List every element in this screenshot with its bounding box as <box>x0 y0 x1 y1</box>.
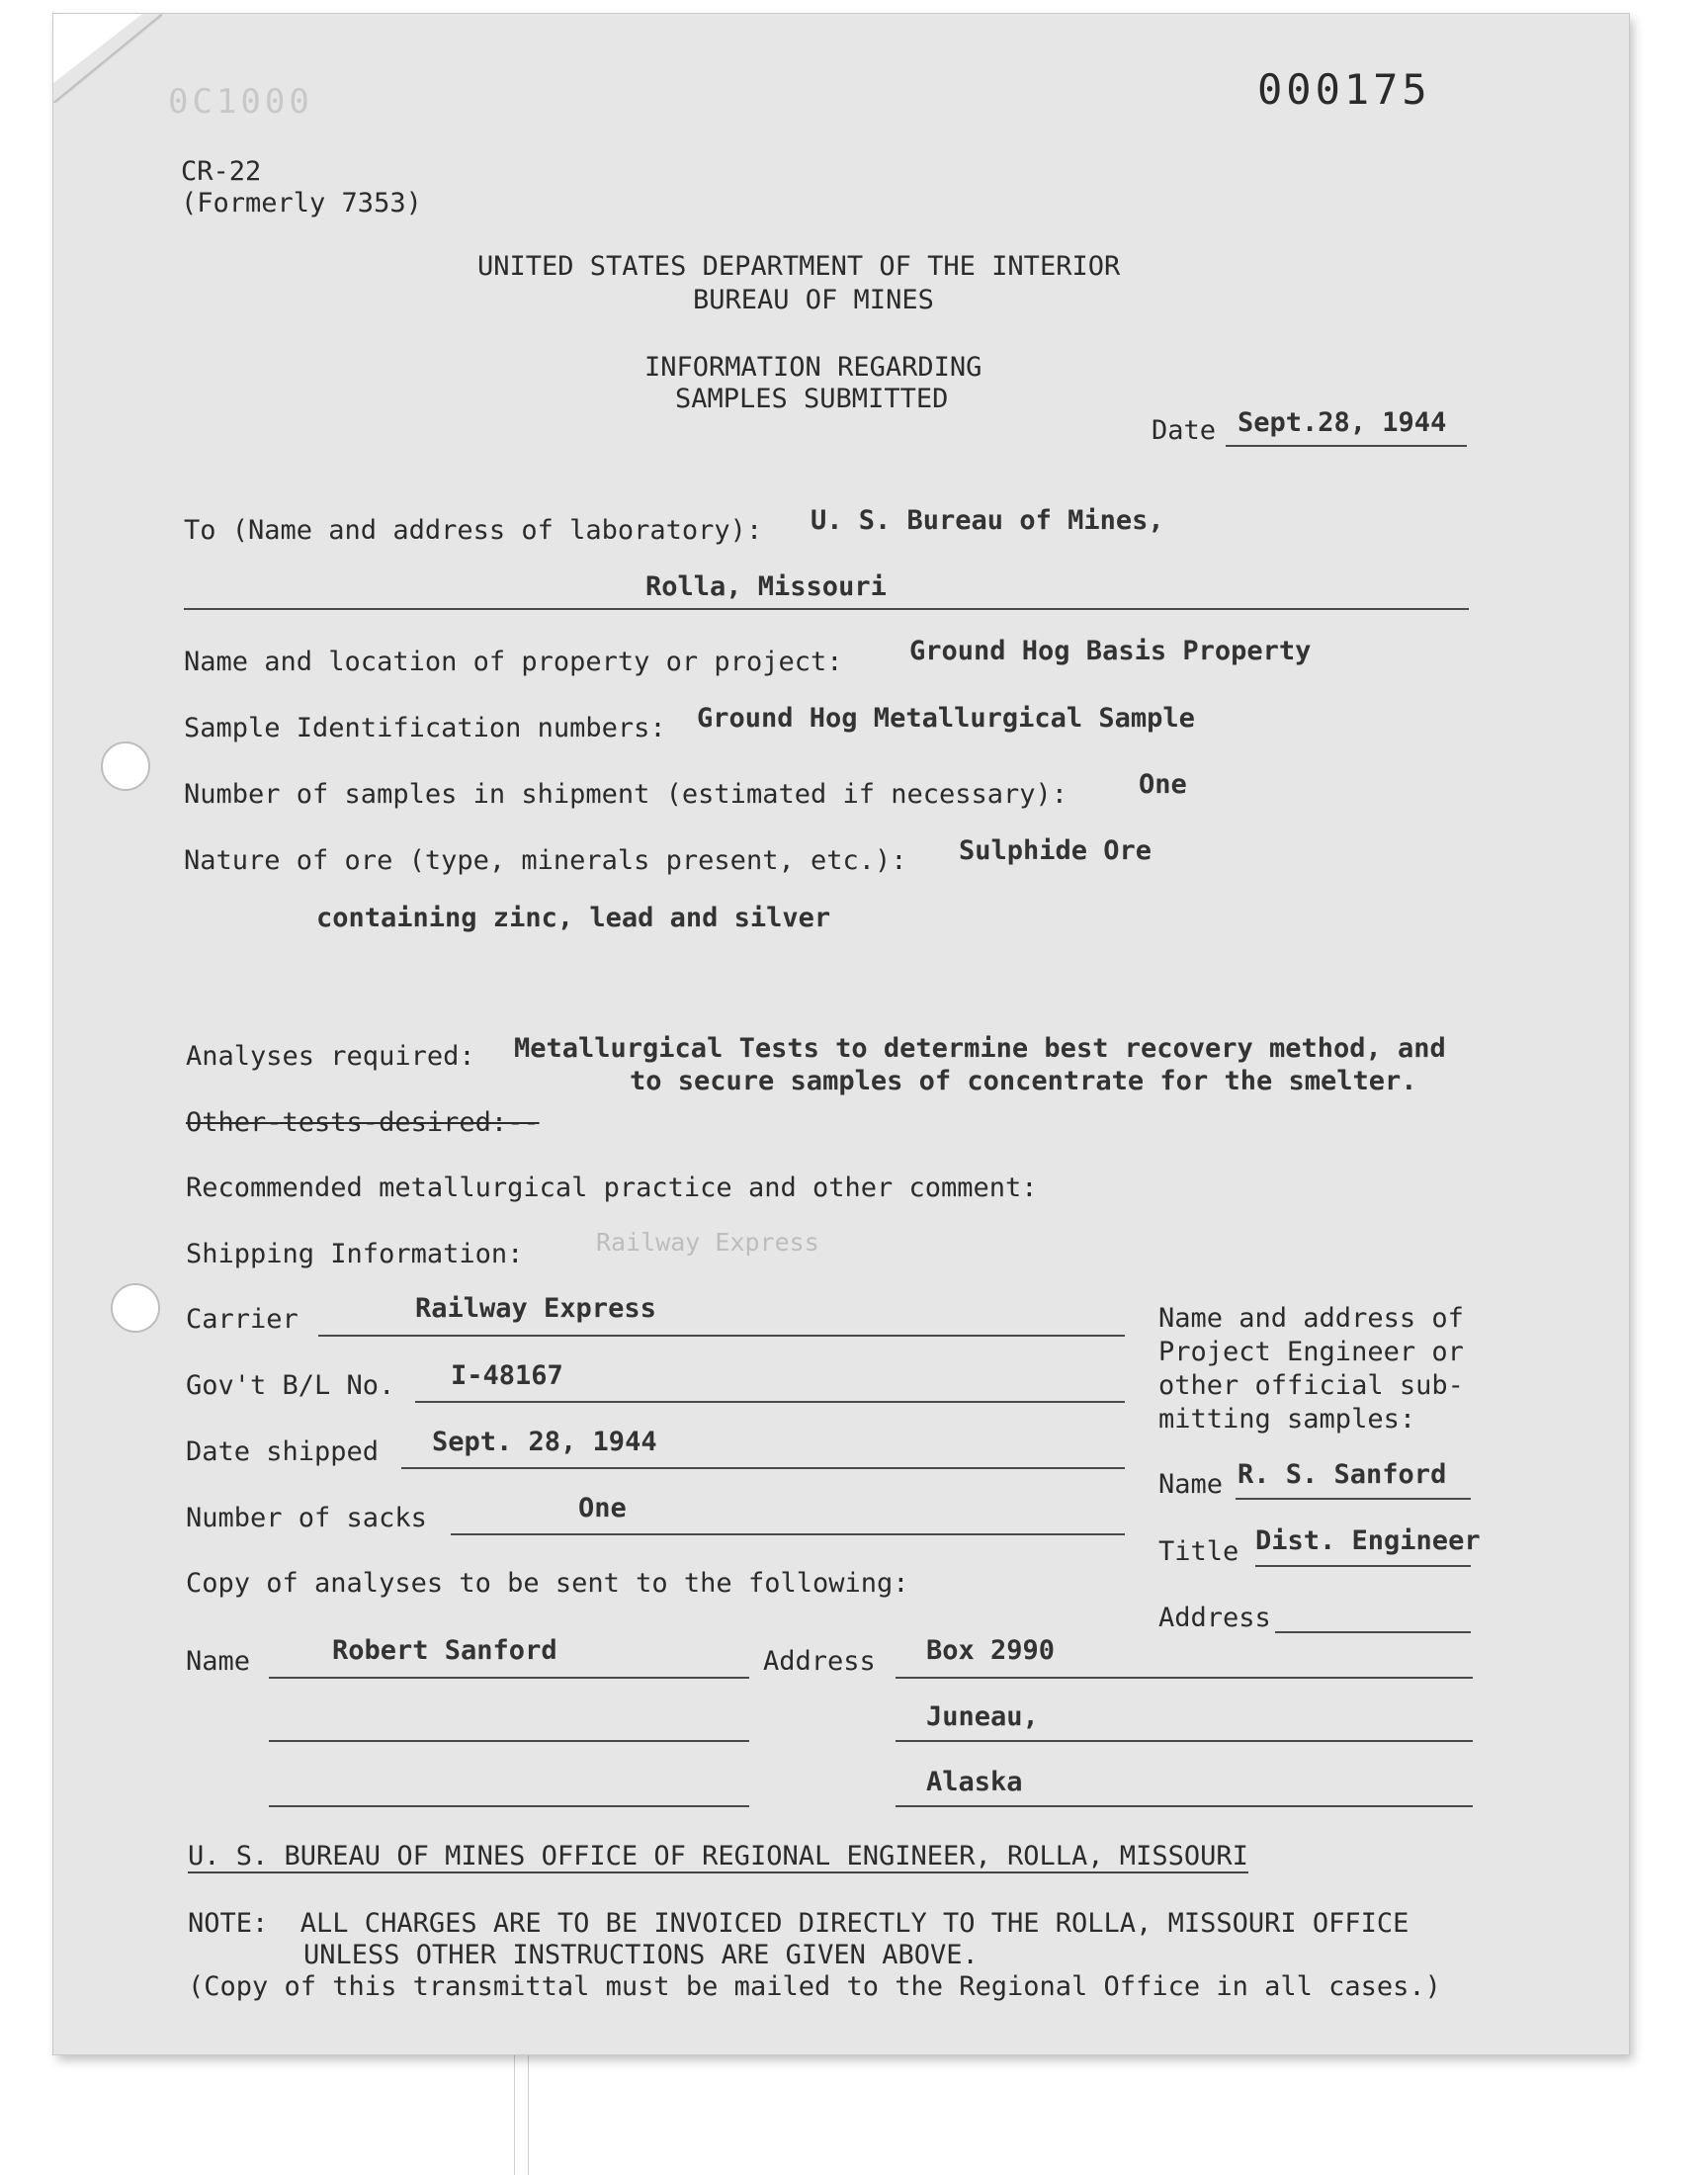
analyses-value-line2: to secure samples of concentrate for the smelter. <box>630 1066 1417 1096</box>
ore-value-line2: containing zinc, lead and silver <box>316 903 831 933</box>
folded-corner-crease <box>53 14 162 103</box>
copy-name-underline <box>269 1677 749 1679</box>
bl-label: Gov't B/L No. <box>186 1370 395 1401</box>
scan-edge-mark <box>528 2054 529 2175</box>
copy-address-line2: Juneau, <box>926 1701 1039 1732</box>
engineer-name-underline <box>1236 1498 1471 1500</box>
sacks-label: Number of sacks <box>186 1503 427 1533</box>
date-shipped-value: Sept. 28, 1944 <box>432 1427 657 1457</box>
engineer-address-underline <box>1275 1631 1471 1633</box>
bl-value: I-48167 <box>451 1360 563 1391</box>
note-line2: UNLESS OTHER INSTRUCTIONS ARE GIVEN ABOVE. <box>303 1940 979 1970</box>
laboratory-line2: Rolla, Missouri <box>645 571 887 602</box>
ore-label: Nature of ore (type, minerals present, etc.): <box>184 845 907 876</box>
property-label: Name and location of property or project: <box>184 647 843 677</box>
punch-hole <box>101 741 150 791</box>
copy-address-underline-1 <box>896 1677 1473 1679</box>
shipping-label: Shipping Information: <box>186 1239 524 1269</box>
laboratory-label: To (Name and address of laboratory): <box>184 515 763 546</box>
scan-edge-mark <box>514 2054 515 2175</box>
engineer-heading-2: Project Engineer or <box>1158 1337 1464 1367</box>
sample-id-value: Ground Hog Metallurgical Sample <box>697 703 1195 734</box>
engineer-name-label: Name <box>1158 1469 1224 1500</box>
sample-id-label: Sample Identification numbers: <box>184 713 666 743</box>
bl-underline <box>415 1401 1125 1403</box>
form-title-line2: SAMPLES SUBMITTED <box>675 384 949 414</box>
copy-name-value: Robert Sanford <box>332 1635 557 1666</box>
department-heading: UNITED STATES DEPARTMENT OF THE INTERIOR <box>477 251 1121 282</box>
bureau-heading: BUREAU OF MINES <box>693 285 934 315</box>
date-label: Date <box>1152 415 1217 446</box>
ore-value-line1: Sulphide Ore <box>959 835 1153 866</box>
engineer-heading-1: Name and address of <box>1158 1303 1464 1334</box>
laboratory-line1: U. S. Bureau of Mines, <box>811 505 1164 536</box>
copy-address-underline-3 <box>896 1805 1473 1807</box>
regional-office-line: U. S. BUREAU OF MINES OFFICE OF REGIONAL ENGINEER, ROLLA, MISSOURI <box>188 1841 1248 1871</box>
carrier-underline <box>318 1335 1125 1337</box>
carrier-label: Carrier <box>186 1304 299 1335</box>
engineer-title-underline <box>1255 1565 1471 1567</box>
date-shipped-label: Date shipped <box>186 1436 380 1467</box>
carrier-value: Railway Express <box>415 1293 656 1324</box>
engineer-address-label: Address <box>1158 1603 1271 1633</box>
faint-stamp: 0C1000 <box>168 82 313 122</box>
copy-address-line1: Box 2990 <box>926 1635 1056 1666</box>
copy-address-underline-2 <box>896 1740 1473 1742</box>
engineer-title-value: Dist. Engineer <box>1255 1525 1481 1556</box>
copy-address-line3: Alaska <box>926 1767 1023 1797</box>
copy-name-underline-2 <box>269 1740 749 1742</box>
date-value: Sept.28, 1944 <box>1238 407 1447 438</box>
serial-number: 000175 <box>1257 65 1431 114</box>
engineer-title-label: Title <box>1158 1536 1239 1567</box>
sacks-value: One <box>578 1493 627 1523</box>
copy-label: Copy of analyses to be sent to the following: <box>186 1568 909 1599</box>
copy-address-label: Address <box>763 1646 876 1677</box>
laboratory-underline <box>184 608 1469 610</box>
date-shipped-underline <box>401 1467 1125 1469</box>
copy-name-underline-3 <box>269 1805 749 1807</box>
engineer-heading-4: mitting samples: <box>1158 1404 1416 1435</box>
recommended-label: Recommended metallurgical practice and other comment: <box>186 1173 1038 1203</box>
note-line1: NOTE: ALL CHARGES ARE TO BE INVOICED DIRECTLY TO THE ROLLA, MISSOURI OFFICE <box>188 1908 1409 1939</box>
property-value: Ground Hog Basis Property <box>909 636 1312 666</box>
punch-hole <box>111 1283 160 1333</box>
form-title-line1: INFORMATION REGARDING <box>644 352 982 383</box>
other-tests-struck: Other-tests-desired:-- <box>186 1107 540 1138</box>
engineer-name-value: R. S. Sanford <box>1238 1459 1447 1490</box>
shipping-faint-value: Railway Express <box>596 1228 819 1257</box>
analyses-value-line1: Metallurgical Tests to determine best recovery method, and <box>514 1033 1446 1064</box>
form-formerly: (Formerly 7353) <box>181 188 422 218</box>
analyses-label: Analyses required: <box>186 1041 475 1072</box>
date-underline <box>1226 445 1467 447</box>
sample-count-label: Number of samples in shipment (estimated if necessary): <box>184 779 1068 810</box>
sample-count-value: One <box>1139 769 1187 800</box>
form-number: CR-22 <box>181 156 262 187</box>
engineer-heading-3: other official sub- <box>1158 1370 1464 1401</box>
sacks-underline <box>451 1533 1125 1535</box>
copy-name-label: Name <box>186 1646 251 1677</box>
note-line3: (Copy of this transmittal must be mailed to the Regional Office in all cases.) <box>188 1971 1441 2002</box>
